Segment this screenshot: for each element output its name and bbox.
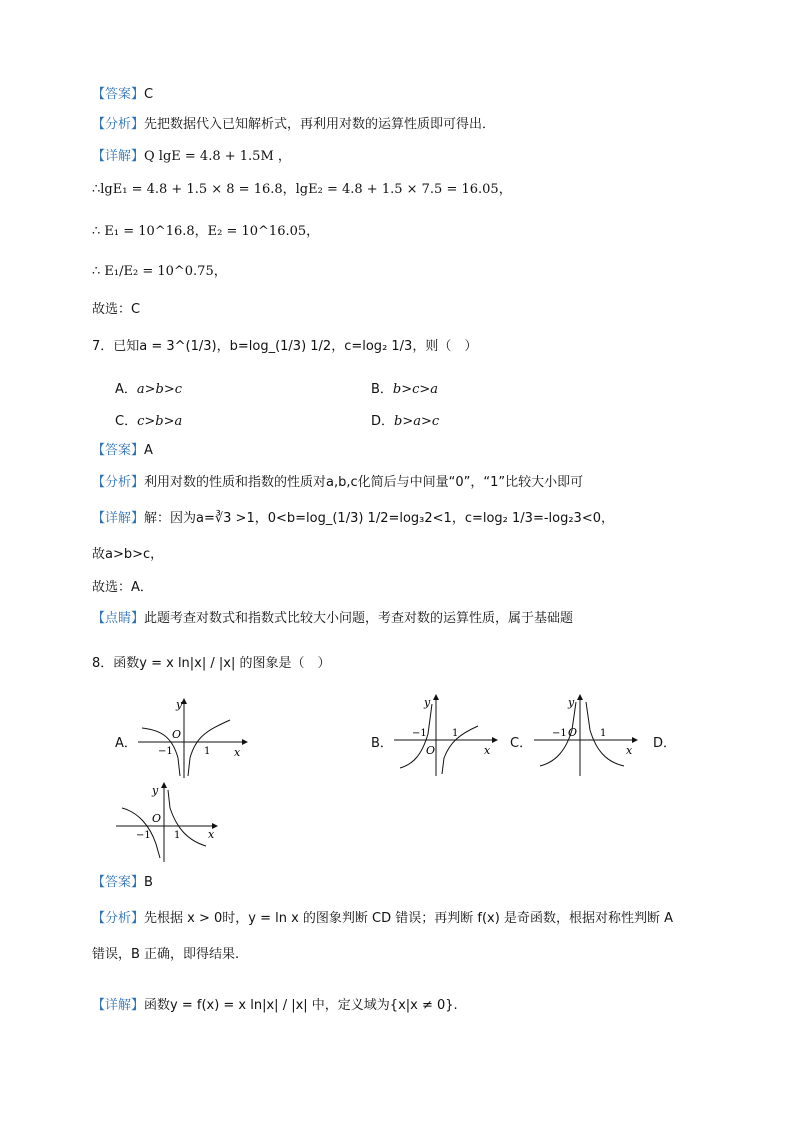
answer-value: C — [144, 87, 154, 102]
q8-option-c-label: C． — [510, 736, 533, 751]
svg-text:x: x — [484, 744, 491, 757]
q6-step3: ∴ E₁/E₂ = 10^0.75， — [92, 264, 227, 279]
q6-detail-line — [92, 148, 291, 166]
detail-text: 函数y = f(x) = x ln|x| / |x| 中，定义域为{x|x ≠ 0}. — [144, 998, 458, 1013]
answer-value: A — [144, 443, 153, 458]
q6-answer-line — [92, 86, 153, 104]
svg-text:O: O — [568, 726, 578, 739]
analysis-text: 先根据 x > 0时，y = ln x 的图象判断 CD 错误；再判断 f(x) 是奇函数，根据对称性判断 A — [144, 911, 673, 926]
svg-text:−1: −1 — [552, 728, 567, 739]
svg-text:−1: −1 — [136, 830, 151, 841]
q6-step1: ∴lgE₁ = 4.8 + 1.5 × 8 = 16.8，lgE₂ = 4.8 + 1.5 × 7.5 = 16.05， — [92, 182, 512, 197]
svg-text:1: 1 — [600, 728, 607, 739]
answer-value: B — [144, 875, 153, 890]
q7-analysis-line — [92, 474, 583, 492]
q8-option-a-label: A． — [115, 736, 137, 751]
q8-option-d-label: D． — [653, 736, 677, 751]
svg-text:x: x — [626, 744, 633, 757]
neg-one-label: −1 — [158, 746, 173, 757]
svg-text:O: O — [426, 744, 436, 757]
q8-stem: 8．函数y = x ln|x| / |x| 的图象是（ ） — [92, 656, 331, 671]
answer-tag: 【答案】 — [92, 87, 145, 102]
q8-graph-c — [534, 694, 638, 778]
q8-answer-line — [92, 874, 153, 892]
svg-text:1: 1 — [452, 728, 459, 739]
analysis-text: 先把数据代入已知解析式，再利用对数的运算性质即可得出． — [144, 117, 496, 132]
svg-text:x: x — [208, 828, 215, 841]
analysis-tag: 【分析】 — [92, 117, 145, 132]
q6-step2: ∴ E₁ = 10^16.8，E₂ = 10^16.05， — [92, 224, 320, 239]
svg-text:1: 1 — [174, 830, 181, 841]
origin-label: O — [172, 728, 182, 741]
q7-note-line — [92, 610, 573, 628]
detail-tag: 【详解】 — [92, 511, 145, 526]
detail-tag: 【详解】 — [92, 149, 145, 164]
q8-analysis-line1 — [92, 910, 673, 928]
one-label: 1 — [204, 746, 211, 757]
detail-text: Q lgE = 4.8 + 1.5M ， — [144, 149, 291, 164]
svg-text:y: y — [568, 696, 575, 709]
q7-option-a: A．a>b>c — [115, 382, 183, 397]
x-axis-label: x — [234, 746, 241, 759]
q7-option-b: B．b>c>a — [371, 382, 439, 397]
q7-answer-line — [92, 442, 153, 460]
q7-option-c: C．c>b>a — [115, 414, 183, 429]
analysis-tag: 【分析】 — [92, 475, 145, 490]
analysis-text: 利用对数的性质和指数的性质对a,b,c化简后与中间量“0”，“1”比较大小即可 — [144, 475, 584, 490]
svg-text:−1: −1 — [412, 728, 427, 739]
q8-detail-line — [92, 997, 458, 1015]
q6-analysis-line — [92, 116, 495, 134]
svg-text:O: O — [152, 812, 162, 825]
q7-option-d: D．b>a>c — [371, 414, 440, 429]
y-axis-label: y — [176, 698, 183, 711]
note-tag: 【点睛】 — [92, 611, 145, 626]
q6-conclusion: 故选：C — [92, 302, 141, 317]
detail-tag: 【详解】 — [92, 998, 145, 1013]
q7-detail-line — [92, 510, 614, 528]
q8-option-b-label: B． — [371, 736, 393, 751]
q8-analysis-line2: 错误，B 正确，即得结果. — [92, 947, 240, 962]
answer-tag: 【答案】 — [92, 443, 145, 458]
q8-graph-a — [138, 698, 248, 780]
q7-step1: 故a>b>c， — [92, 547, 164, 562]
q8-graph-b — [394, 694, 498, 778]
detail-text: 解：因为a=∛3 >1，0<b=log_(1/3) 1/2=log₃2<1，c=log₂ 1/3=-log₂3<0， — [144, 511, 614, 526]
svg-text:y: y — [424, 696, 431, 709]
q7-conclusion: 故选：A． — [92, 580, 153, 595]
answer-tag: 【答案】 — [92, 875, 145, 890]
note-text: 此题考查对数式和指数式比较大小问题，考查对数的运算性质，属于基础题 — [144, 611, 574, 626]
q7-stem: 7．已知a = 3^(1/3)，b=log_(1/3) 1/2，c=log₂ 1/3，则（ ） — [92, 339, 478, 354]
analysis-tag: 【分析】 — [92, 911, 145, 926]
svg-text:y: y — [152, 784, 159, 797]
q8-graph-d — [116, 782, 220, 864]
